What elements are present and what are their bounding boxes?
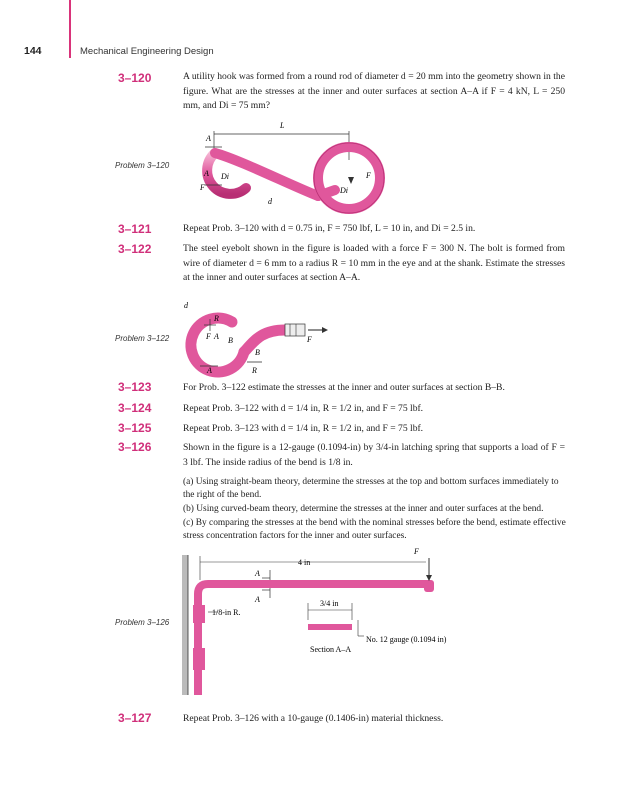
- page-number: 144: [24, 45, 42, 57]
- problem-number-3-123: 3–123: [118, 380, 152, 394]
- section-view: [308, 624, 352, 630]
- subpart-c: (c) By comparing the stresses at the bend with the nominal stresses before the bend, estimate effective stress concentration factors for the inner and outer surfaces.: [183, 518, 566, 541]
- header-rule: [69, 0, 71, 58]
- hook-loop-right: [318, 147, 380, 209]
- eyebolt-eye: [191, 318, 244, 372]
- label-F-eye: F: [206, 332, 211, 341]
- label-A-bottom: A: [207, 366, 212, 375]
- problem-text-3-125: Repeat Prob. 3–123 with d = 1/4 in, R = 1/2 in, and F = 75 lbf.: [183, 423, 424, 434]
- label-B: B: [228, 336, 233, 345]
- label-radius: 1/8-in R.: [212, 608, 241, 617]
- label-L: L: [280, 121, 285, 130]
- label-F: F: [414, 547, 419, 556]
- label-A-top: A: [206, 134, 211, 143]
- problem-number-3-121: 3–121: [118, 222, 152, 236]
- problem-text-3-123: For Prob. 3–122 estimate the stresses at the inner and outer surfaces at section B–B.: [183, 382, 505, 393]
- label-R-shank: R: [252, 366, 257, 375]
- label-A-eye: A: [214, 332, 219, 341]
- label-Di-right: Di: [340, 186, 348, 195]
- subpart-b: (b) Using curved-beam theory, determine the stresses at the inner and outer surfaces at the bend.: [183, 504, 544, 514]
- book-title: Mechanical Engineering Design: [80, 46, 214, 57]
- spring-tab: [193, 605, 205, 623]
- problem-text-3-122: The steel eyebolt shown in the figure is loaded with a force F = 300 N. The bolt is formed from wire of diameter d = 6 mm to a radius R = 10 mm in the eye and at the shank. Estimate the stresses at the inner and outer surfaces at section A–A.: [183, 243, 565, 283]
- problem-text-3-120: A utility hook was formed from a round rod of diameter d = 20 mm into the geometry shown in the figure. What are the stresses at the inner and outer surfaces at section A–A if F = 4 kN, L = 250 mm, and Di = 75 mm?: [183, 71, 565, 111]
- label-F-right: F: [366, 171, 371, 180]
- hook-left: [207, 153, 246, 194]
- label-A-top: A: [255, 569, 260, 578]
- label-Di-left: Di: [221, 172, 229, 181]
- eyebolt-nut: [285, 324, 305, 336]
- label-width: 3/4 in: [320, 599, 339, 608]
- label-R-eye: R: [214, 314, 219, 323]
- label-F-left: F: [200, 183, 205, 192]
- subpart-a: (a) Using straight-beam theory, determine the stresses at the top and bottom surfaces immediately to the right of the bend.: [183, 477, 559, 500]
- figure-label-3-122: Problem 3–122: [115, 334, 170, 343]
- label-F-shank: F: [307, 335, 312, 344]
- problem-number-3-126: 3–126: [118, 440, 152, 454]
- label-section: Section A–A: [310, 645, 352, 654]
- problem-number-3-127: 3–127: [118, 711, 152, 725]
- label-A: A: [204, 169, 209, 178]
- wall: [182, 555, 188, 695]
- figure-label-3-126: Problem 3–126: [115, 618, 170, 627]
- latching-spring: [198, 584, 430, 695]
- spring-tab: [193, 648, 205, 670]
- problem-number-3-122: 3–122: [118, 242, 152, 256]
- problem-text-3-126: Shown in the figure is a 12-gauge (0.1094-in) by 3/4-in latching spring that supports a load of F = 3 lbf. The inside radius of the bend is 1/8 in.: [183, 442, 565, 468]
- eyebolt-shank: [244, 330, 285, 352]
- problem-number-3-124: 3–124: [118, 401, 152, 415]
- label-B-lower: B: [255, 348, 260, 357]
- label-d: d: [184, 301, 188, 310]
- problem-text-3-124: Repeat Prob. 3–122 with d = 1/4 in, R = 1/2 in, and F = 75 lbf.: [183, 403, 424, 414]
- figure-label-3-120: Problem 3–120: [115, 161, 170, 170]
- label-d: d: [268, 197, 272, 206]
- problem-text-3-127: Repeat Prob. 3–126 with a 10-gauge (0.1406-in) material thickness.: [183, 713, 444, 724]
- label-gauge: No. 12 gauge (0.1094 in): [366, 635, 447, 644]
- problem-text-3-121: Repeat Prob. 3–120 with d = 0.75 in, F = 750 lbf, L = 10 in, and Di = 2.5 in.: [183, 223, 476, 234]
- label-A-bottom: A: [255, 595, 260, 604]
- label-4in: 4 in: [298, 558, 311, 567]
- hook-shank: [215, 153, 318, 196]
- problem-number-3-125: 3–125: [118, 421, 152, 435]
- problem-number-3-120: 3–120: [118, 71, 152, 85]
